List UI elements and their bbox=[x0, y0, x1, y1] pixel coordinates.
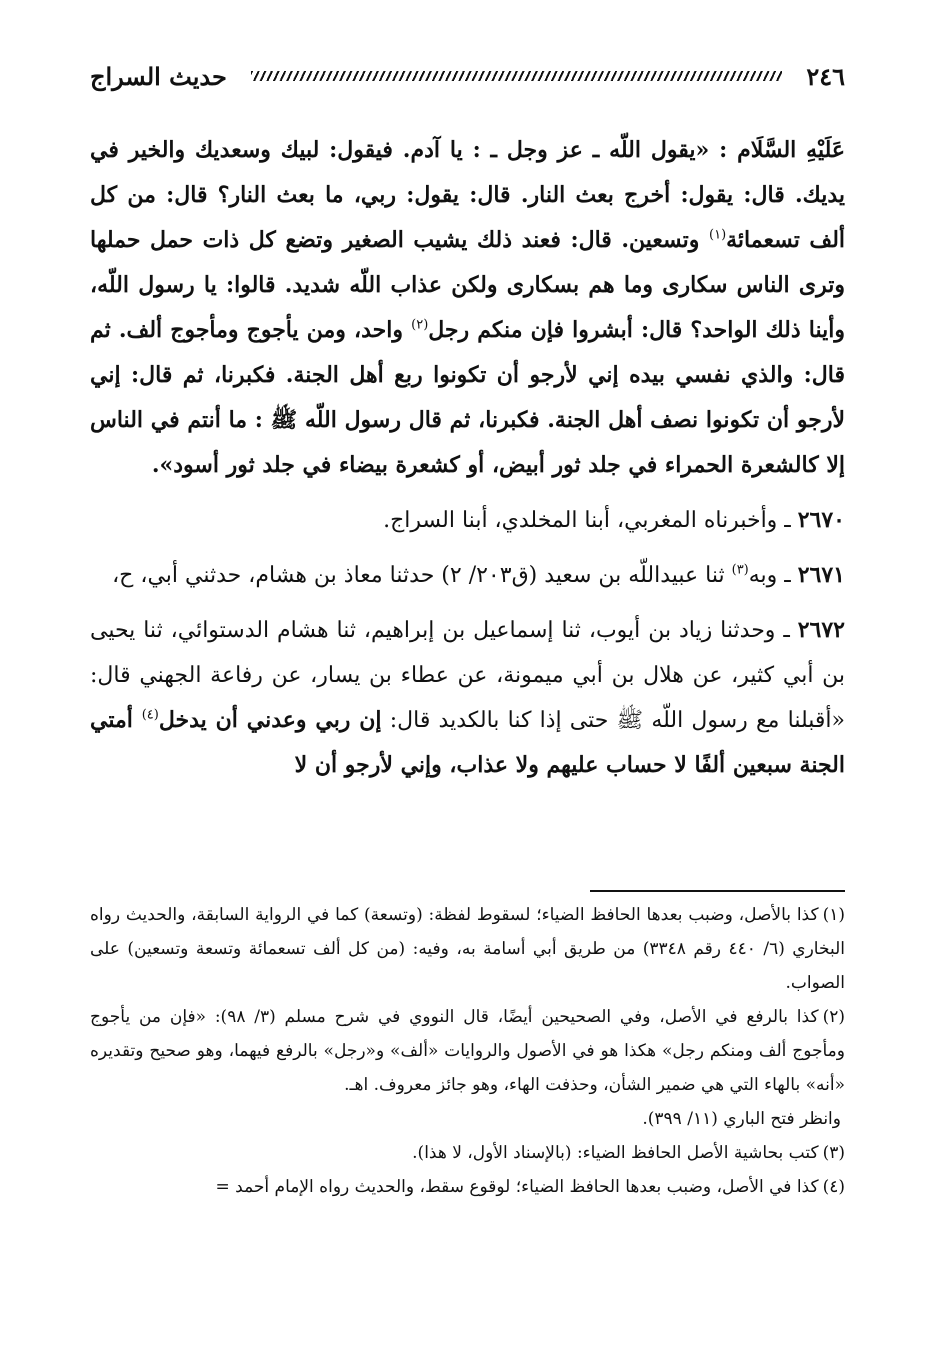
isnad-text: ـ وبه bbox=[748, 563, 798, 588]
hadith-text-cont: وتسعين. قال: فعند ذلك يشيب الصغير وتضع كل ذات حمل حملها وترى الناس سكارى وما هم بسكارى ولكن عذاب اللّه شديد. قالوا: يا رسول اللّه، وأينا ذلك الواحد؟ قال: أبشروا فإن منكم رجل bbox=[90, 227, 845, 343]
footnote-number: (١) bbox=[822, 905, 845, 925]
header-ornament-rule bbox=[251, 71, 783, 81]
footnote-text: كتب بحاشية الأصل الحافظ الضياء: (بالإسناد الأول، لا هذا). bbox=[412, 1143, 819, 1163]
footnotes bbox=[90, 898, 845, 1204]
hadith-number: ٢٦٧٢ bbox=[797, 617, 845, 643]
footnote-1 bbox=[90, 898, 845, 1000]
footnote-number: (٣) bbox=[822, 1143, 845, 1163]
hadith-text: عَلَيْهِ السَّلَام : «يقول اللّه ـ عز وجل ـ : يا آدم. فيقول: لبيك وسعديك والخير في يديك. قال: يقول: أخرج بعث النار. قال: يقول: ربي، ما بعث النار؟ قال: من كل ألف تسعمائة bbox=[90, 137, 846, 253]
footnote-ref-2[interactable]: (٢) bbox=[411, 317, 429, 333]
paragraph-hadith-text bbox=[90, 128, 845, 488]
main-text bbox=[90, 128, 845, 798]
footnote-number: (٤) bbox=[822, 1177, 845, 1197]
footnote-ref-3[interactable]: (٣) bbox=[731, 562, 749, 578]
hadith-text-end: واحد، ومن يأجوج ومأجوج ألف. ثم قال: والذي نفسي بيده إني لأرجو أن تكونوا ربع أهل الجنة. فكبرنا، ثم قال: إني لأرجو أن تكونوا نصف أهل الجنة. فكبرنا، ثم قال رسول اللّه ﷺ : ما أنتم في الناس إلا كالشعرة الحمراء في جلد ثور أبيض، أو كشعرة بيضاء في جلد ثور أسود». bbox=[90, 317, 845, 478]
footnote-ref-4[interactable]: (٤) bbox=[141, 707, 159, 723]
footnote-text: كذا في الأصل، وضبب بعدها الحافظ الضياء؛ لوقوع سقط، والحديث رواه الإمام أحمد = bbox=[215, 1177, 819, 1197]
footnote-4 bbox=[90, 1170, 845, 1204]
paragraph-2670 bbox=[90, 498, 845, 543]
footnote-2 bbox=[90, 1000, 845, 1102]
hadith-text-cont: أمتي الجنة سبعين ألفًا لا حساب عليهم ولا عذاب، وإني لأرجو أن لا bbox=[90, 707, 845, 778]
footnote-text: وانظر فتح الباري (١١/ ٣٩٩). bbox=[642, 1109, 841, 1129]
page-header bbox=[90, 56, 845, 96]
footnote-divider bbox=[590, 890, 845, 892]
paragraph-2671 bbox=[90, 553, 845, 598]
isnad-text: ـ وأخبرناه المغربي، أبنا المخلدي، أبنا السراج. bbox=[383, 508, 798, 533]
footnote-3 bbox=[90, 1136, 845, 1170]
page-number: ٢٤٦ bbox=[806, 61, 845, 91]
hadith-number: ٢٦٧٠ bbox=[797, 507, 845, 533]
footnote-2-continuation bbox=[90, 1102, 845, 1136]
isnad-text: ـ وحدثنا زياد بن أيوب، ثنا إسماعيل بن إبراهيم، ثنا هشام الدستوائي، ثنا يحيى بن أبي كثير، عن هلال بن أبي ميمونة، عن عطاء بن يسار، عن رفاعة الجهني قال: «أقبلنا مع رسول اللّه ﷺ حتى إذا كنا بالكديد قال: bbox=[90, 618, 845, 733]
paragraph-2672 bbox=[90, 608, 845, 788]
running-title: حديث السراج bbox=[90, 61, 227, 91]
footnote-ref-1[interactable]: (١) bbox=[709, 227, 727, 243]
footnote-text: كذا بالرفع في الأصل، وفي الصحيحين أيضًا، قال النووي في شرح مسلم (٣/ ٩٨): «فإن من يأجوج ومأجوج ألف ومنكم رجل» هكذا هو في الأصول والروايات «ألف» و«رجل» بالرفع فيهما، وهو صحيح وتقديره «أنه» بالهاء التي هي ضمير الشأن، وحذفت الهاء، وهو جائز معروف. اهـ. bbox=[90, 1007, 845, 1095]
footnote-text: كذا بالأصل، وضبب بعدها الحافظ الضياء؛ لسقوط لفظة: (وتسعة) كما في الرواية السابقة، والحديث رواه البخاري (٦/ ٤٤٠ رقم ٣٣٤٨) من طريق أبي أسامة به، وفيه: (من كل ألف تسعمائة وتسعة وتسعين) على الصواب. bbox=[90, 905, 845, 993]
hadith-text: إن ربي وعدني أن يدخل bbox=[158, 707, 382, 733]
hadith-number: ٢٦٧١ bbox=[797, 562, 845, 588]
footnote-number: (٢) bbox=[822, 1007, 845, 1027]
isnad-text-cont: ثنا عبيداللّه بن سعيد (ق٢٠٣/ ٢) حدثنا معاذ بن هشام، حدثني أبي، ح، bbox=[112, 563, 732, 588]
